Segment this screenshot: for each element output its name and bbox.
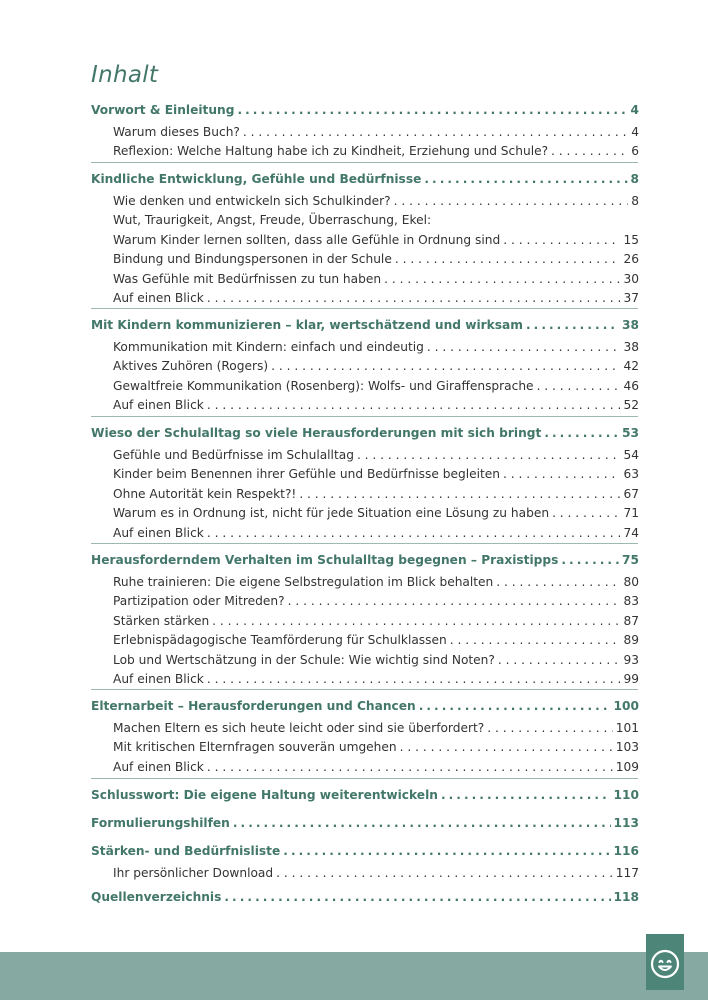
toc-entry[interactable] [113, 526, 639, 540]
toc-entry[interactable] [113, 144, 639, 158]
toc-entry[interactable] [113, 252, 639, 266]
toc-page-number: 110 [613, 788, 639, 802]
toc-entry-title: Kommunikation mit Kindern: einfach und eindeutig [113, 340, 424, 354]
toc-chapter-title: Elternarbeit – Herausforderungen und Chancen [91, 699, 416, 713]
toc-entry[interactable] [113, 340, 639, 354]
section-divider [91, 308, 638, 309]
toc-leader-dots [357, 448, 621, 462]
toc-chapter[interactable] [91, 699, 639, 713]
toc-entry-title: Warum dieses Buch? [113, 125, 240, 139]
toc-leader-dots [207, 672, 621, 686]
toc-leader-dots [207, 398, 621, 412]
toc-entry[interactable] [113, 291, 639, 305]
toc-entry-title: Auf einen Blick [113, 759, 204, 774]
toc-entry-title: Auf einen Blick [113, 672, 204, 686]
toc-page-number: 117 [615, 866, 639, 880]
toc-page-number: 46 [623, 378, 639, 393]
section-divider [91, 778, 638, 779]
toc-entry[interactable] [113, 575, 639, 589]
toc-chapter[interactable] [91, 553, 639, 567]
toc-entry[interactable] [113, 866, 639, 880]
toc-leader-dots [551, 144, 628, 158]
toc-page-number: 83 [623, 594, 639, 609]
toc-entry[interactable] [113, 398, 639, 412]
toc-leader-dots [496, 575, 620, 589]
toc-entry-title: Reflexion: Welche Haltung habe ich zu Kindheit, Erziehung und Schule? [113, 144, 549, 159]
toc-leader-dots [224, 890, 610, 904]
toc-entry-title: Stärken stärken [113, 613, 210, 628]
toc-entry[interactable] [113, 614, 639, 628]
toc-page-number: 6 [631, 144, 639, 159]
toc-page-number: 38 [623, 340, 639, 354]
toc-page-number: 93 [623, 652, 639, 667]
toc-page-number: 100 [613, 699, 639, 713]
toc-page-number: 118 [613, 890, 639, 904]
toc-entry[interactable] [113, 653, 639, 667]
toc-page-number: 4 [631, 125, 639, 139]
toc-leader-dots [283, 844, 610, 858]
toc-leader-dots [561, 553, 619, 567]
toc-leader-dots [400, 740, 613, 754]
toc-entry-title: Wie denken und entwickeln sich Schulkinder? [113, 194, 391, 208]
toc-entry[interactable] [113, 272, 639, 286]
toc-entry[interactable] [113, 594, 639, 608]
toc-entry-title: Ohne Autorität kein Respekt?! [113, 486, 297, 501]
toc-entry-title: Mit kritischen Elternfragen souverän umgehen [113, 740, 397, 755]
toc-chapter[interactable] [91, 788, 639, 802]
section-divider [91, 543, 638, 544]
toc-leader-dots [384, 272, 620, 286]
toc-page-number: 87 [623, 613, 639, 628]
toc-chapter-title: Vorwort & Einleitung [91, 103, 235, 117]
section-divider [91, 689, 638, 690]
toc-entry-title-line: Wut, Traurigkeit, Angst, Freude, Überraschung, Ekel: [113, 213, 432, 228]
toc-leader-dots [498, 653, 621, 667]
toc-leader-dots [394, 194, 629, 208]
toc-entry-title: Auf einen Blick [113, 398, 204, 413]
footer-band [0, 952, 708, 1000]
toc-chapter-title: Schlusswort: Die eigene Haltung weiterentwickeln [91, 788, 438, 802]
toc-page-number: 89 [623, 633, 639, 648]
toc-entry-title: Aktives Zuhören (Rogers) [113, 359, 269, 374]
toc-entry-title: Was Gefühle mit Bedürfnissen zu tun haben [113, 271, 382, 286]
toc-leader-dots [207, 291, 621, 305]
toc-leader-dots [544, 426, 619, 440]
toc-leader-dots [503, 467, 620, 481]
section-divider [91, 162, 638, 163]
toc-entry[interactable] [113, 359, 639, 373]
toc-entry[interactable] [113, 194, 639, 208]
toc-page-number: 37 [623, 291, 639, 305]
toc-leader-dots [537, 379, 621, 393]
toc-leader-dots [299, 487, 620, 501]
toc-entry[interactable] [113, 760, 639, 774]
toc-entry[interactable] [113, 467, 639, 481]
toc-chapter-title: Kindliche Entwicklung, Gefühle und Bedürfnisse [91, 172, 422, 186]
toc-leader-dots [424, 172, 627, 186]
toc-leader-dots [237, 103, 627, 117]
toc-chapter-title: Mit Kindern kommunizieren – klar, wertschätzend und wirksam [91, 318, 523, 332]
toc-page-number: 80 [623, 575, 639, 589]
toc-page-number: 99 [623, 672, 639, 686]
toc-entry-title: Warum Kinder lernen sollten, dass alle Gefühle in Ordnung sind [113, 232, 501, 247]
toc-entry[interactable] [113, 379, 639, 393]
toc-leader-dots [288, 594, 621, 608]
toc-chapter-title: Wieso der Schulalltag so viele Herausforderungen mit sich bringt [91, 426, 542, 440]
toc-page-number: 74 [623, 525, 639, 540]
toc-chapter-title: Herausforderndem Verhalten im Schulalltag begegnen – Praxistipps [91, 553, 559, 567]
toc-entry-title: Kinder beim Benennen ihrer Gefühle und Bedürfnisse begleiten [113, 467, 500, 482]
toc-page-number: 26 [623, 252, 639, 267]
toc-page-number: 4 [630, 103, 639, 117]
toc-chapter[interactable] [91, 318, 639, 332]
toc-page-number: 101 [615, 721, 639, 735]
toc-leader-dots [207, 526, 621, 540]
toc-leader-dots [526, 318, 619, 332]
toc-page-number: 75 [622, 553, 639, 567]
toc-leader-dots [395, 252, 621, 266]
toc-leader-dots [419, 699, 611, 713]
toc-page-number: 113 [613, 816, 639, 830]
toc-entry[interactable] [113, 506, 639, 520]
toc-chapter-title: Stärken- und Bedürfnisliste [91, 844, 281, 858]
toc-entry-title: Machen Eltern es sich heute leicht oder sind sie überfordert? [113, 721, 485, 735]
toc-leader-dots [207, 760, 613, 774]
toc-chapter[interactable] [91, 844, 639, 858]
toc-chapter[interactable] [91, 172, 639, 186]
toc-entry[interactable] [113, 448, 639, 462]
toc-leader-dots [276, 866, 613, 880]
toc-entry-title: Ruhe trainieren: Die eigene Selbstregulation im Blick behalten [113, 575, 494, 589]
toc-entry-title: Gewaltfreie Kommunikation (Rosenberg): Wolfs- und Giraffensprache [113, 378, 534, 393]
toc-page-number: 116 [613, 844, 639, 858]
smiley-icon [649, 948, 681, 980]
toc-chapter[interactable] [91, 890, 639, 904]
toc-entry-title: Warum es in Ordnung ist, nicht für jede Situation eine Lösung zu haben [113, 506, 550, 521]
toc-entry[interactable] [113, 125, 639, 139]
toc-page-number: 67 [623, 486, 639, 501]
toc-page-number: 54 [623, 448, 639, 462]
toc-entry-title: Partizipation oder Mitreden? [113, 594, 285, 609]
toc-page-number: 109 [615, 759, 639, 774]
toc-entry-title: Erlebnispädagogische Teamförderung für Schulklassen [113, 633, 447, 648]
toc-leader-dots [233, 816, 611, 830]
toc-leader-dots [271, 359, 620, 373]
toc-entry-title: Auf einen Blick [113, 525, 204, 540]
toc-chapter-title: Quellenverzeichnis [91, 890, 222, 904]
toc-page-number: 103 [615, 740, 639, 755]
toc-leader-dots [212, 614, 620, 628]
toc-leader-dots [427, 340, 621, 354]
toc-page-number: 63 [623, 467, 639, 482]
toc-entry[interactable] [113, 672, 639, 686]
toc-page-number: 42 [623, 359, 639, 374]
toc-chapter[interactable] [91, 816, 639, 830]
table-of-contents [91, 0, 639, 1000]
toc-leader-dots [441, 788, 611, 802]
toc-page-number: 8 [631, 194, 639, 208]
toc-chapter[interactable] [91, 103, 639, 117]
toc-chapter[interactable] [91, 426, 639, 440]
section-divider [91, 416, 638, 417]
toc-entry-title: Lob und Wertschätzung in der Schule: Wie wichtig sind Noten? [113, 652, 495, 667]
toc-leader-dots [450, 633, 621, 647]
toc-entry-title: Auf einen Blick [113, 291, 204, 305]
toc-entry-line [113, 213, 639, 227]
toc-page-number: 8 [630, 172, 639, 186]
toc-entry[interactable] [113, 487, 639, 501]
toc-entry[interactable] [113, 721, 639, 735]
toc-entry-title: Gefühle und Bedürfnisse im Schulalltag [113, 448, 354, 462]
toc-page-number: 52 [623, 398, 639, 413]
toc-entry-title: Bindung und Bindungspersonen in der Schule [113, 252, 392, 267]
toc-entry[interactable] [113, 633, 639, 647]
toc-entry[interactable] [113, 740, 639, 754]
toc-leader-dots [503, 233, 620, 247]
toc-page-number: 38 [622, 318, 639, 332]
toc-page-number: 71 [623, 506, 639, 521]
toc-leader-dots [243, 125, 628, 139]
toc-page-number: 53 [622, 426, 639, 440]
toc-chapter-title: Formulierungshilfen [91, 816, 230, 830]
toc-leader-dots [552, 506, 620, 520]
toc-leader-dots [487, 721, 613, 735]
toc-page-number: 15 [623, 232, 639, 247]
toc-entry[interactable] [113, 233, 639, 247]
toc-entry-title: Ihr persönlicher Download [113, 866, 274, 880]
page-title: Inhalt [91, 62, 159, 88]
toc-page-number: 30 [623, 271, 639, 286]
